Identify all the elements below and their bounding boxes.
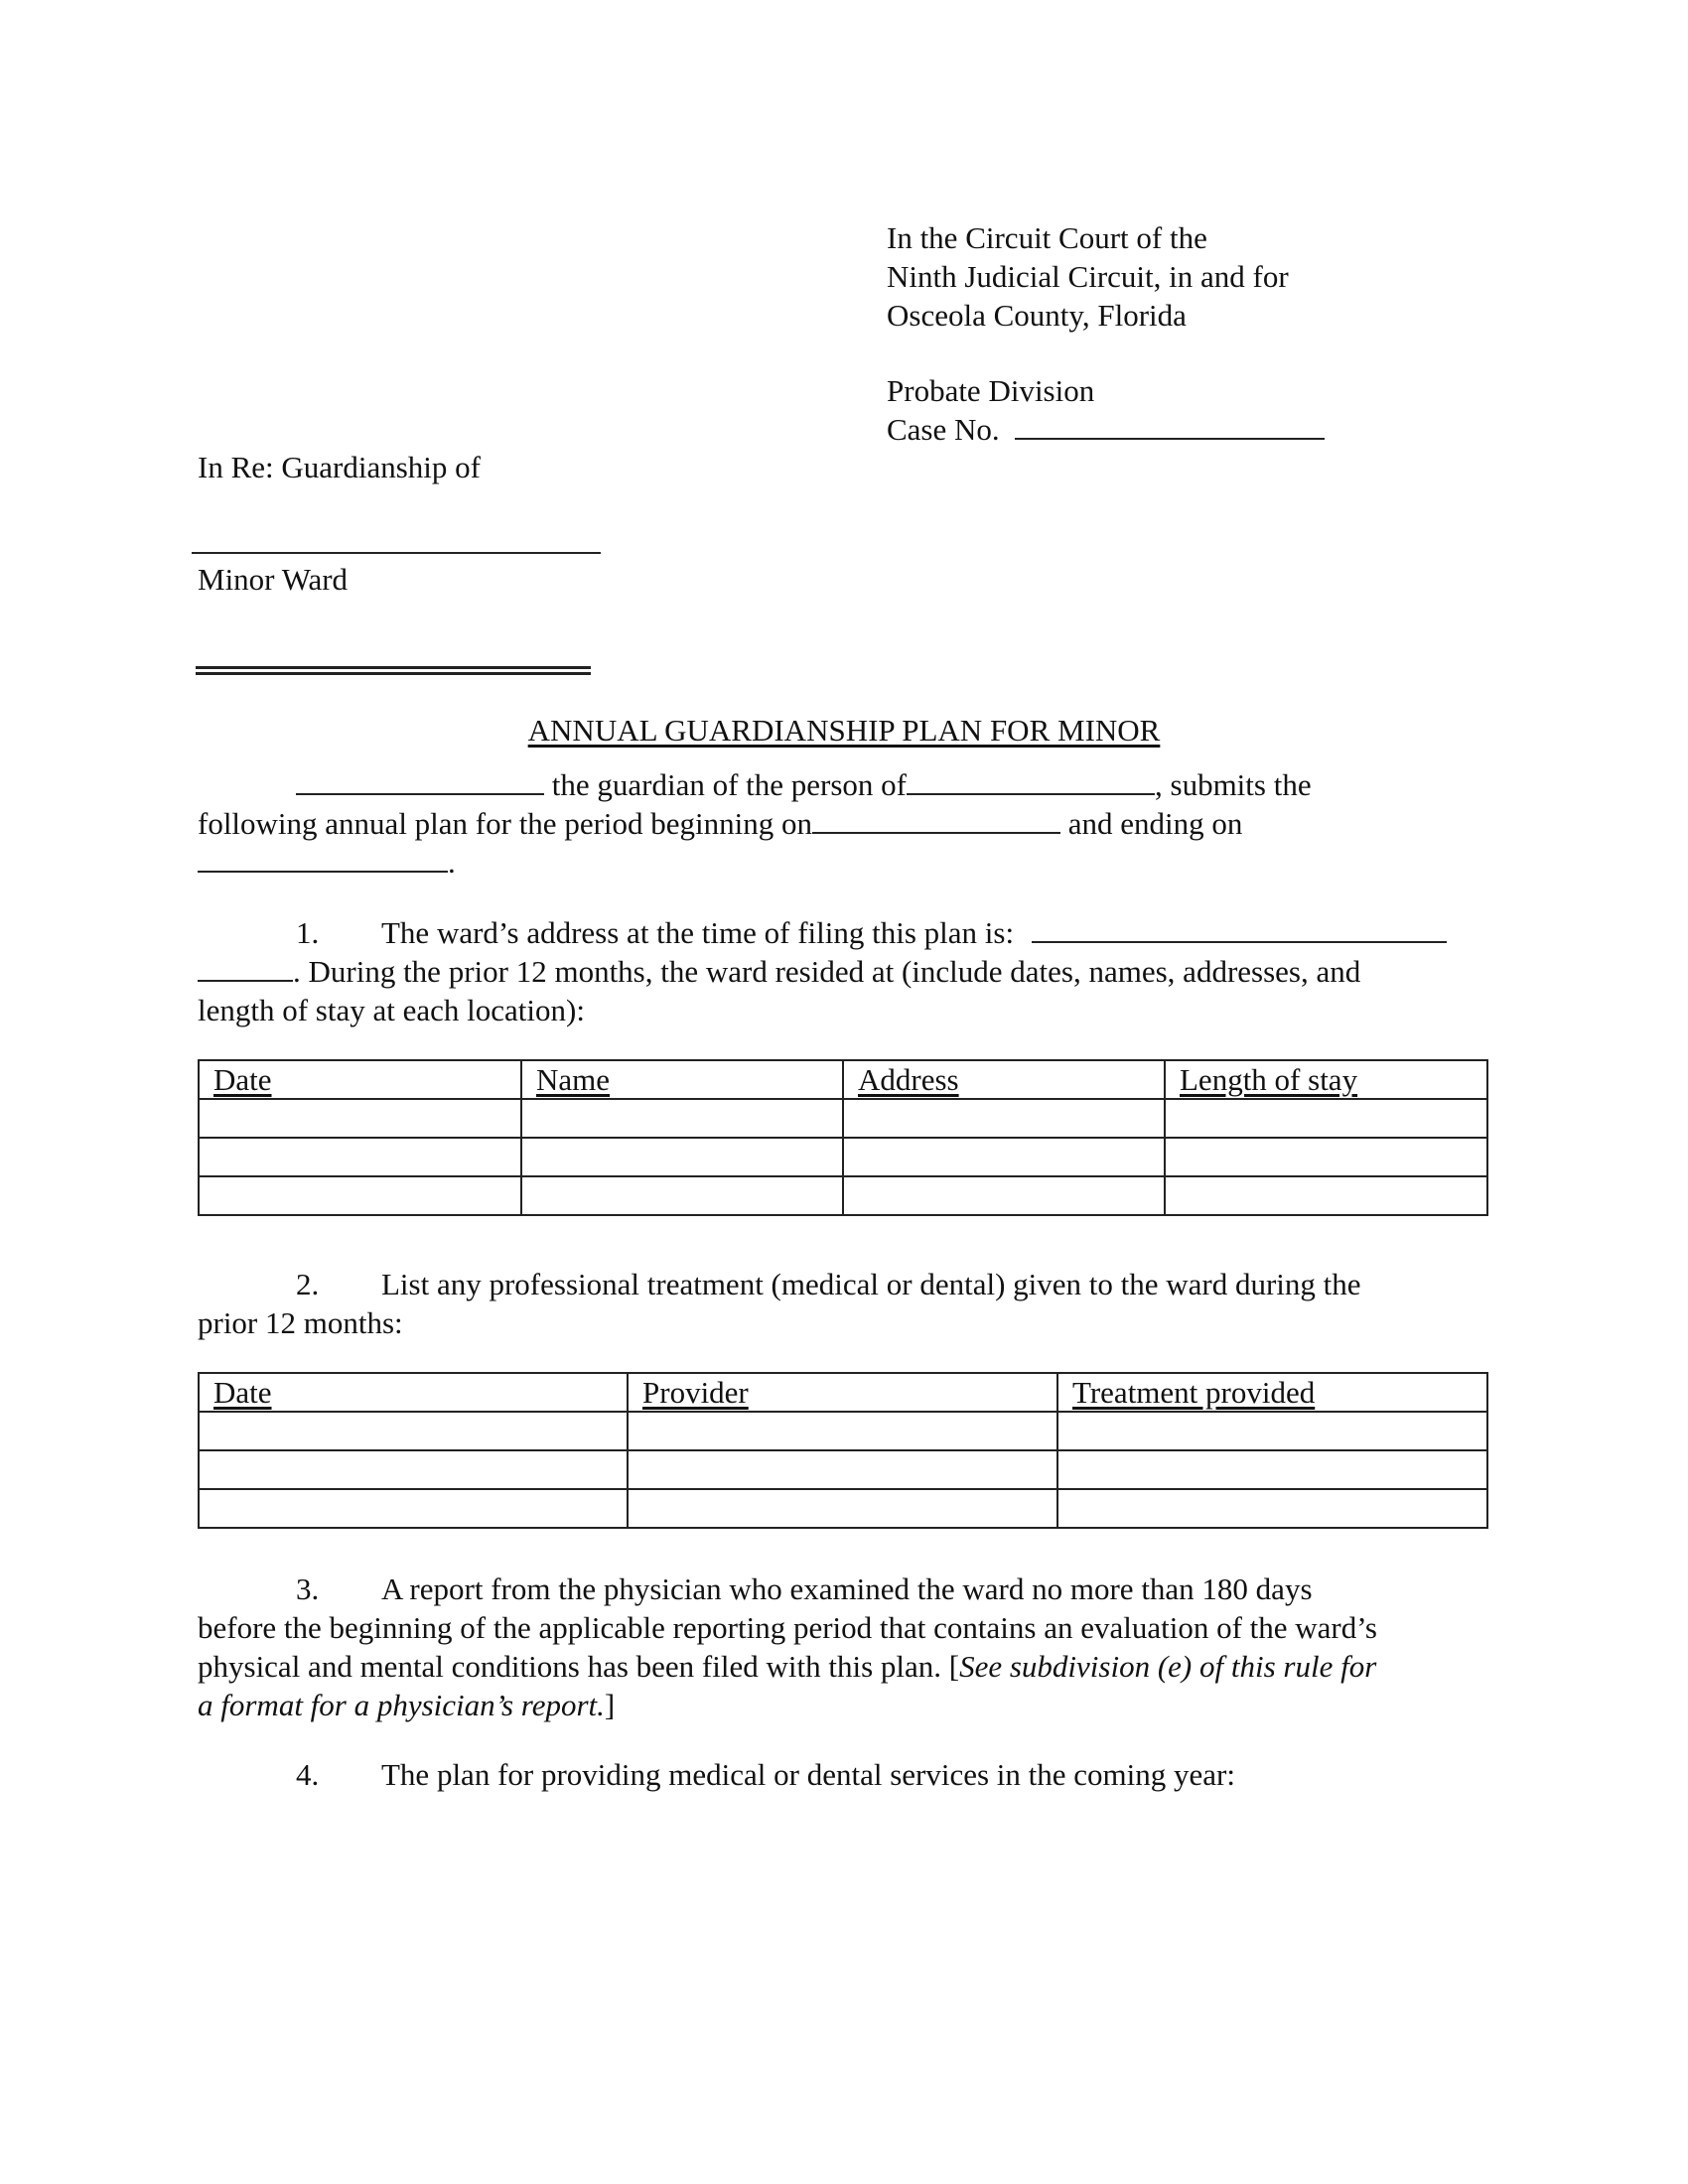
- item4-line-1: [296, 1755, 1235, 1794]
- table-header-row: [199, 1373, 1487, 1412]
- ward-address-field-cont[interactable]: [198, 952, 293, 982]
- table-cell[interactable]: [1165, 1176, 1487, 1215]
- table-cell[interactable]: [1057, 1450, 1487, 1489]
- item3-number: 3.: [296, 1571, 320, 1606]
- item2-text-a: List any professional treatment (medical or dental) given to the ward during the: [381, 1267, 1361, 1301]
- item3-text-d: ]: [604, 1688, 616, 1722]
- intro-line-1: [296, 765, 1312, 804]
- period-end-field[interactable]: [198, 843, 448, 873]
- caption-divider-top: [196, 666, 591, 669]
- table-cell[interactable]: [199, 1099, 521, 1138]
- table-cell[interactable]: [199, 1138, 521, 1176]
- item1-line-2: [198, 952, 1360, 991]
- table-cell[interactable]: [521, 1099, 843, 1138]
- table-cell[interactable]: [628, 1489, 1057, 1528]
- item3-text-a: A report from the physician who examined the ward no more than 180 days: [381, 1571, 1313, 1606]
- table-cell[interactable]: [628, 1412, 1057, 1450]
- court-line-1: In the Circuit Court of the: [887, 220, 1207, 255]
- intro-text-1: the guardian of the person of: [551, 767, 907, 802]
- table-cell[interactable]: [199, 1176, 521, 1215]
- table-cell[interactable]: [843, 1099, 1165, 1138]
- table-cell[interactable]: [843, 1138, 1165, 1176]
- intro-line-2: [198, 804, 1242, 843]
- table-cell[interactable]: [199, 1489, 628, 1528]
- case-number-line: [887, 410, 1325, 449]
- item1-text-b: . During the prior 12 months, the ward resided at (include dates, names, addresses, and: [293, 954, 1361, 989]
- table-row: [199, 1138, 1487, 1176]
- table-cell[interactable]: [521, 1176, 843, 1215]
- table-cell[interactable]: [1165, 1099, 1487, 1138]
- table-cell[interactable]: [843, 1176, 1165, 1215]
- item3-line-3: [198, 1647, 1376, 1686]
- item1-text-c: length of stay at each location):: [198, 993, 585, 1027]
- ward-address-field[interactable]: [1032, 913, 1447, 943]
- col-header-date: Date: [199, 1060, 521, 1099]
- table-cell[interactable]: [1057, 1412, 1487, 1450]
- item4-text-a: The plan for providing medical or dental services in the coming year:: [381, 1757, 1235, 1792]
- item1-number: 1.: [296, 915, 320, 950]
- item1-text-a: The ward’s address at the time of filing this plan is:: [381, 915, 1015, 950]
- intro-text-3: following annual plan for the period beginning on: [198, 806, 813, 841]
- case-number-field[interactable]: [1015, 410, 1325, 440]
- period-begin-field[interactable]: [812, 804, 1060, 834]
- table-cell[interactable]: [628, 1450, 1057, 1489]
- caption-divider-bottom: [196, 672, 591, 675]
- ward-name-field[interactable]: [192, 552, 601, 554]
- case-number-label: Case No.: [887, 412, 1000, 447]
- table-row: [199, 1450, 1487, 1489]
- item4-number: 4.: [296, 1757, 320, 1792]
- in-re-caption: In Re: Guardianship of: [198, 450, 481, 484]
- table-row: [199, 1412, 1487, 1450]
- item3-line-1: [296, 1570, 1313, 1608]
- col-header-address: Address: [843, 1060, 1165, 1099]
- item3-text-c: physical and mental conditions has been filed with this plan. [: [198, 1649, 960, 1684]
- table-row: [199, 1176, 1487, 1215]
- col-header-treatment-provided: Treatment provided: [1057, 1373, 1487, 1412]
- table-cell[interactable]: [199, 1450, 628, 1489]
- court-line-3: Osceola County, Florida: [887, 298, 1187, 333]
- col-header-name: Name: [521, 1060, 843, 1099]
- item3-text-b: before the beginning of the applicable reporting period that contains an evaluation of the ward’s: [198, 1610, 1377, 1645]
- col-header-provider: Provider: [628, 1373, 1057, 1412]
- table-cell[interactable]: [521, 1138, 843, 1176]
- intro-text-5: .: [448, 845, 456, 880]
- intro-text-4: and ending on: [1067, 806, 1243, 841]
- table-cell[interactable]: [1057, 1489, 1487, 1528]
- residence-table: [198, 1059, 1488, 1216]
- probate-division: Probate Division: [887, 373, 1095, 408]
- col-header-date: Date: [199, 1373, 628, 1412]
- intro-line-3: [198, 843, 456, 882]
- treatment-table: [198, 1372, 1488, 1529]
- table-cell[interactable]: [1165, 1138, 1487, 1176]
- document-title: ANNUAL GUARDIANSHIP PLAN FOR MINOR: [527, 713, 1161, 748]
- item2-number: 2.: [296, 1267, 320, 1301]
- item3-line-4: [198, 1686, 615, 1724]
- item3-italic-a: See subdivision (e) of this rule for: [959, 1649, 1377, 1684]
- item2-text-b: prior 12 months:: [198, 1305, 403, 1340]
- item1-line-1: [296, 913, 1447, 952]
- ward-person-field[interactable]: [907, 765, 1155, 795]
- court-line-2: Ninth Judicial Circuit, in and for: [887, 259, 1289, 294]
- minor-ward-label: Minor Ward: [198, 562, 349, 597]
- col-header-length-of-stay: Length of stay: [1165, 1060, 1487, 1099]
- item2-line-1: [296, 1265, 1361, 1303]
- table-cell[interactable]: [199, 1412, 628, 1450]
- table-row: [199, 1489, 1487, 1528]
- table-row: [199, 1099, 1487, 1138]
- item3-italic-b: a format for a physician’s report.: [198, 1688, 605, 1722]
- table-header-row: [199, 1060, 1487, 1099]
- guardian-name-field[interactable]: [296, 765, 544, 795]
- intro-text-2: , submits the: [1155, 767, 1312, 802]
